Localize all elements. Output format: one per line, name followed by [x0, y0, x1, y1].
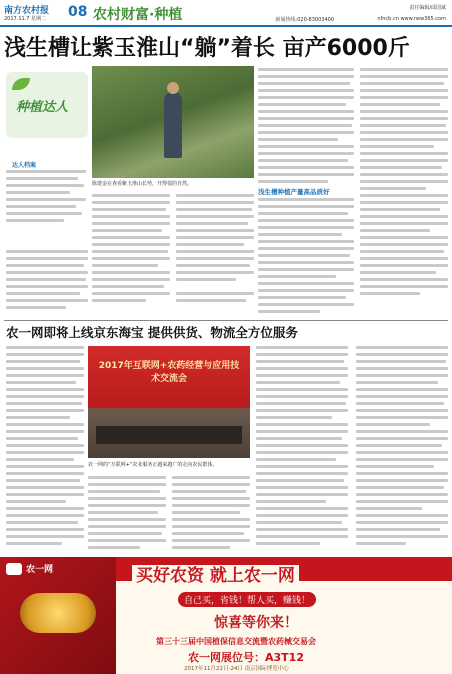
masthead-rule — [0, 25, 452, 27]
story1-right-body-c — [360, 68, 448, 318]
ad-slogan-sub: 自己买，省钱！帮人买，赚钱！ — [178, 592, 316, 607]
ad-logo-icon — [6, 563, 22, 575]
hotline: 新闻热线:020-83003400 — [275, 17, 334, 23]
masthead — [0, 0, 452, 26]
website: nfncb.cn www.new365.com — [377, 16, 446, 22]
conference-table — [96, 426, 242, 444]
ad-expo-name: 第三十三届中国植保信息交流暨农药械交易会 — [156, 637, 316, 646]
story1-middle-body — [92, 194, 254, 316]
story2-right-body — [256, 346, 448, 552]
leaf-icon — [12, 78, 30, 90]
story1-right-body-b — [258, 198, 354, 318]
farmer-figure — [164, 92, 182, 158]
ad-booth-number: 农一网展位号：A3T12 — [188, 651, 304, 664]
page-number: 08 — [68, 4, 88, 20]
conference-photo — [88, 346, 250, 458]
ad-slogan-main: 买好农资 就上农一网 — [132, 565, 299, 587]
subsection-label: 达人档案 — [12, 162, 37, 169]
ad-gold-emblem — [20, 593, 96, 633]
ad-left-panel — [0, 557, 116, 674]
ad-banner[interactable] — [0, 557, 452, 674]
story1-photo — [92, 66, 254, 178]
issue-date: 2017.11.7 星期二 — [4, 16, 47, 22]
ad-surprise: 惊喜等你来！ — [214, 615, 298, 631]
column-label: 种植达人 — [16, 100, 69, 115]
story1-body-heading: 浅生槽种植产量高品质好 — [258, 188, 330, 196]
profile-text — [6, 170, 88, 240]
ad-brand: 农一网 — [26, 565, 54, 575]
editor-line: 责任编辑/邱国斌 — [409, 5, 446, 11]
story1-headline: 浅生槽让紫玉淮山“躺”着长 亩产6000斤 — [4, 36, 410, 61]
story2-middle-body — [88, 476, 250, 554]
conference-banner-title: 2017年互联网+农药经营与应用技术交流会 — [98, 361, 240, 384]
story1-photo-caption: 陈建金在查看紫玉淮山长势，开得很的自然。 — [92, 181, 193, 187]
paper-name: 南方农村报 — [4, 6, 50, 16]
column-badge — [6, 72, 88, 138]
farmer-head — [167, 82, 179, 94]
story-divider — [4, 320, 448, 321]
story2-photo-caption: 农一网的“互联网+”农业服务正越来越广的走向农民群体。 — [88, 462, 218, 468]
story1-left-body — [6, 250, 88, 314]
story2-left-body — [6, 346, 84, 552]
story2-headline: 农一网即将上线京东海宝 提供供货、物流全方位服务 — [6, 325, 298, 340]
section-title: 农村财富·种植 — [93, 7, 183, 23]
ad-dates: 2017年11月22日-24日 南京国际博览中心 — [184, 666, 289, 672]
